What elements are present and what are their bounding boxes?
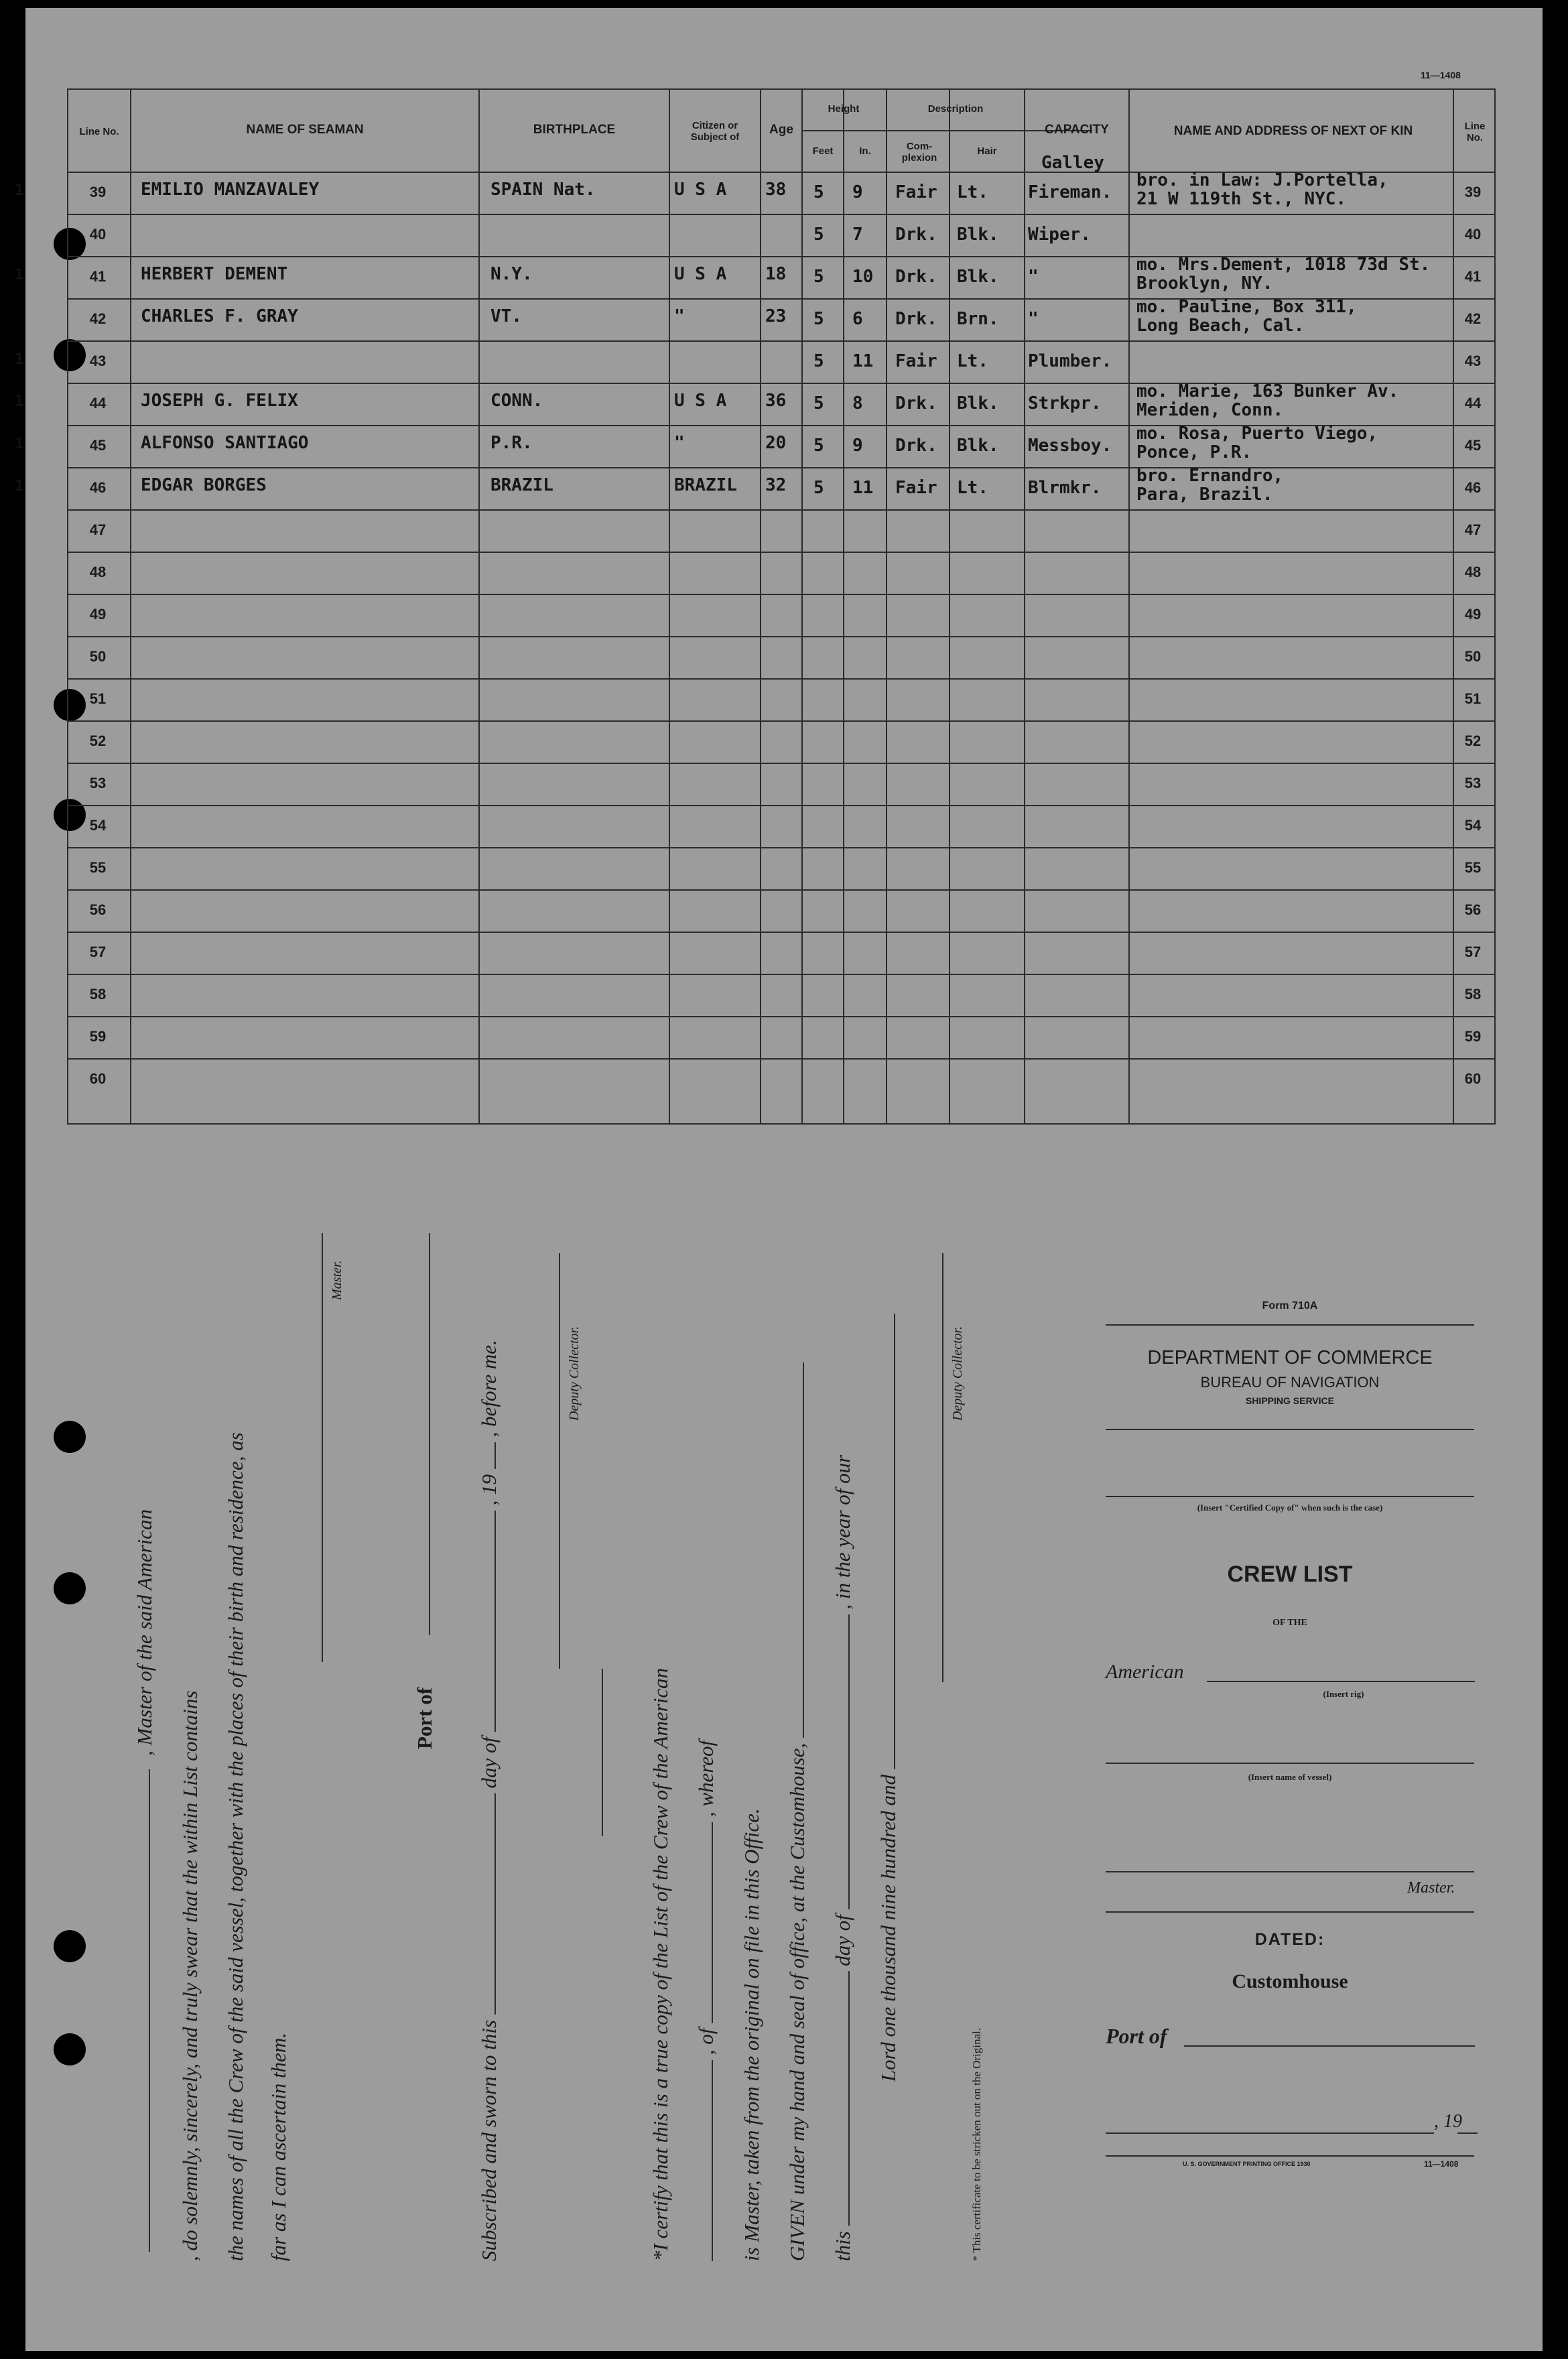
line-number: 39 — [89, 184, 107, 200]
fill-line — [1106, 1871, 1474, 1872]
line-number: 58 — [89, 986, 107, 1003]
cell-citizen: " — [674, 433, 685, 453]
cell-age: 36 — [765, 391, 787, 411]
line-number: 54 — [89, 817, 107, 834]
header-line-no: Line No. — [79, 126, 119, 138]
line-number-right: 51 — [1464, 690, 1482, 707]
header-next-of-kin: NAME AND ADDRESS OF NEXT OF KIN — [1173, 124, 1413, 139]
cell-hair: Blk. — [957, 393, 999, 413]
line-number: 46 — [89, 479, 107, 496]
cell-feet: 5 — [813, 478, 824, 498]
cell-inches: 8 — [852, 393, 863, 413]
cell-age: 23 — [765, 306, 787, 326]
cover-form-number: Form 710A — [1262, 1300, 1318, 1312]
cell-next-of-kin-line-1: mo. Mrs.Dement, 1018 73d St. — [1136, 255, 1431, 275]
cell-next-of-kin-line-2: Para, Brazil. — [1136, 485, 1273, 505]
binder-hole — [54, 1930, 86, 1962]
cell-citizen: U S A — [674, 180, 727, 200]
line-number-right: 40 — [1464, 226, 1482, 243]
cell-capacity: Messboy. — [1028, 436, 1112, 456]
fill-line — [559, 1253, 560, 1669]
cell-feet: 5 — [813, 393, 824, 413]
fill-line — [1184, 2045, 1475, 2047]
line-number: 56 — [89, 901, 107, 918]
line-number: 42 — [89, 310, 107, 327]
form-number-bottom: 11—1408 — [1424, 2159, 1459, 2169]
cell-feet: 5 — [813, 309, 824, 329]
cover-insert-certified: (Insert "Certified Copy of" when such is the case) — [1197, 1503, 1383, 1513]
rule — [1106, 1429, 1474, 1430]
cell-citizen: BRAZIL — [674, 475, 737, 495]
cell-birthplace: SPAIN Nat. — [491, 180, 596, 200]
header-complexion: Com-plexion — [901, 140, 937, 164]
fill-line — [322, 1233, 323, 1662]
cover-american: American — [1106, 1661, 1184, 1683]
line-number-right: 49 — [1464, 606, 1482, 623]
cell-capacity: Fireman. — [1028, 182, 1112, 202]
cell-next-of-kin-line-1: mo. Rosa, Puerto Viego, — [1136, 424, 1378, 444]
cover-master: Master. — [1407, 1879, 1455, 1897]
fill-line — [1457, 2132, 1478, 2134]
cell-complexion: Drk. — [895, 436, 937, 456]
header-hair: Hair — [977, 145, 997, 157]
line-number-right: 58 — [1464, 986, 1482, 1003]
line-number: 44 — [89, 395, 107, 411]
line-number-right: 57 — [1464, 944, 1482, 960]
line-number: 49 — [89, 606, 107, 623]
cell-next-of-kin-line-1: mo. Marie, 163 Bunker Av. — [1136, 381, 1399, 401]
cell-feet: 5 — [813, 267, 824, 287]
fill-line — [429, 1233, 430, 1635]
subscribed-line: Subscribed and sworn to this day of , 19 , before me. — [477, 1340, 501, 2261]
cell-inches: 6 — [852, 309, 863, 329]
line-number-right: 45 — [1464, 437, 1482, 454]
crew-table — [15, 88, 1496, 1125]
cell-margin-mark: 1 — [15, 267, 24, 283]
deputy-collector-label: Deputy Collector. — [567, 1326, 582, 1421]
cell-next-of-kin-line-2: Ponce, P.R. — [1136, 442, 1252, 462]
line-number: 60 — [89, 1070, 107, 1087]
cell-feet: 5 — [813, 351, 824, 371]
line-number: 48 — [89, 564, 107, 580]
port-of-label: Port of — [413, 1687, 436, 1749]
line-number-right: 44 — [1464, 395, 1482, 411]
cover-of-the: OF THE — [1272, 1618, 1307, 1628]
cell-name: HERBERT DEMENT — [141, 264, 288, 284]
cell-age: 32 — [765, 475, 787, 495]
cell-feet: 5 — [813, 436, 824, 456]
cover-customhouse: Customhouse — [1232, 1970, 1348, 1992]
cell-hair: Lt. — [957, 478, 988, 498]
cover-port-of: Port of — [1106, 2024, 1167, 2048]
cell-next-of-kin-line-1: bro. in Law: J.Portella, — [1136, 170, 1388, 190]
line-number-right: 53 — [1464, 775, 1482, 791]
cell-feet: 5 — [813, 225, 824, 245]
cell-next-of-kin-line-2: Meriden, Conn. — [1136, 400, 1284, 420]
line-number: 43 — [89, 353, 107, 369]
header-inches: In. — [859, 145, 871, 157]
certificate-footnote: * This certificate to be stricken out on the Original. — [970, 2027, 983, 2261]
cover-year: , 19 — [1434, 2111, 1462, 2132]
fill-line — [1106, 1763, 1474, 1764]
line-number-right: 42 — [1464, 310, 1482, 327]
cover-insert-vessel: (Insert name of vessel) — [1248, 1772, 1332, 1782]
cell-hair: Blk. — [957, 225, 999, 245]
cell-complexion: Fair — [895, 351, 937, 371]
cell-complexion: Drk. — [895, 393, 937, 413]
header-height: Height — [828, 103, 860, 115]
line-number: 55 — [89, 859, 107, 876]
master-label: Master. — [330, 1260, 344, 1300]
cell-hair: Brn. — [957, 309, 999, 329]
fill-line — [1207, 1681, 1475, 1682]
cell-birthplace: CONN. — [491, 391, 543, 411]
cell-complexion: Drk. — [895, 225, 937, 245]
certificate-line-4: GIVEN under my hand and seal of office, at the Customhouse, — [785, 1362, 809, 2261]
line-number: 51 — [89, 690, 107, 707]
header-name-of-seaman: NAME OF SEAMAN — [246, 123, 364, 137]
cell-birthplace: N.Y. — [491, 264, 533, 284]
cell-birthplace: P.R. — [491, 433, 533, 453]
cell-inches: 11 — [852, 351, 874, 371]
cell-capacity: Blrmkr. — [1028, 478, 1102, 498]
cell-name: EDGAR BORGES — [141, 475, 267, 495]
line-number: 59 — [89, 1028, 107, 1045]
header-age: Age — [769, 123, 793, 137]
cell-capacity: " — [1028, 267, 1039, 287]
header-feet: Feet — [812, 145, 834, 157]
line-number-right: 52 — [1464, 732, 1482, 749]
header-citizen: Citizen or Subject of — [690, 119, 740, 143]
cell-citizen: " — [674, 306, 685, 326]
cell-margin-mark: 1 — [15, 478, 24, 495]
header-birthplace: BIRTHPLACE — [533, 123, 616, 137]
cell-margin-mark: 1 — [15, 182, 24, 199]
line-number-right: 55 — [1464, 859, 1482, 876]
oath-line-2: , do solemnly, sincerely, and truly swear that the within List contains — [178, 1690, 202, 2261]
cell-capacity-line-1: Galley — [1041, 153, 1104, 173]
line-number-right: 50 — [1464, 648, 1482, 665]
line-number: 50 — [89, 648, 107, 665]
cell-capacity: " — [1028, 309, 1039, 329]
cell-complexion: Drk. — [895, 309, 937, 329]
cell-age: 38 — [765, 180, 787, 200]
line-number: 53 — [89, 775, 107, 791]
cell-next-of-kin-line-1: mo. Pauline, Box 311, — [1136, 297, 1357, 317]
line-number-right: 59 — [1464, 1028, 1482, 1045]
cell-complexion: Fair — [895, 182, 937, 202]
line-number: 41 — [89, 268, 107, 285]
cell-age: 18 — [765, 264, 787, 284]
certificate-line-2: , of , whereof — [694, 1740, 718, 2261]
fill-line — [1106, 2132, 1434, 2134]
line-number: 57 — [89, 944, 107, 960]
form-number-top: 11—1408 — [1421, 70, 1461, 80]
cell-capacity: Plumber. — [1028, 351, 1112, 371]
cell-complexion: Drk. — [895, 267, 937, 287]
cover-department: DEPARTMENT OF COMMERCE — [1147, 1347, 1433, 1368]
cell-next-of-kin-line-1: bro. Ernandro, — [1136, 466, 1284, 486]
cell-complexion: Fair — [895, 478, 937, 498]
rule — [1106, 1911, 1474, 1913]
cell-inches: 9 — [852, 436, 863, 456]
line-number: 47 — [89, 521, 107, 538]
cell-inches: 7 — [852, 225, 863, 245]
cell-citizen: U S A — [674, 264, 727, 284]
line-number-right: 48 — [1464, 564, 1482, 580]
cell-capacity: Strkpr. — [1028, 393, 1102, 413]
line-number-right: 60 — [1464, 1070, 1482, 1087]
certificate-line-5: this day of , in the year of our — [831, 1454, 854, 2261]
cell-birthplace: BRAZIL — [491, 475, 553, 495]
cover-insert-rig: (Insert rig) — [1323, 1689, 1364, 1699]
certificate-deputy-collector: Deputy Collector. — [950, 1326, 965, 1421]
cell-margin-mark: 1 — [15, 393, 24, 410]
cover-title: CREW LIST — [1227, 1561, 1353, 1587]
binder-hole — [54, 1421, 86, 1453]
certificate-line-1: *I certify that this is a true copy of the List of the Crew of the American — [649, 1667, 672, 2261]
line-number: 52 — [89, 732, 107, 749]
cell-margin-mark: 1 — [15, 436, 24, 452]
fill-line — [602, 1669, 603, 1836]
fill-line — [942, 1253, 943, 1682]
line-number: 45 — [89, 437, 107, 454]
line-number-right: 39 — [1464, 184, 1482, 200]
printing-office: U. S. GOVERNMENT PRINTING OFFICE 1930 — [1183, 2161, 1311, 2167]
cell-hair: Blk. — [957, 267, 999, 287]
cover-bureau: BUREAU OF NAVIGATION — [1200, 1374, 1380, 1391]
cell-feet: 5 — [813, 182, 824, 202]
cell-inches: 11 — [852, 478, 874, 498]
cover-service: SHIPPING SERVICE — [1245, 1395, 1334, 1406]
cell-name: JOSEPH G. FELIX — [141, 391, 298, 411]
cover-dated: DATED: — [1254, 1930, 1325, 1949]
certificate-line-3: is Master, taken from the original on file in this Office. — [740, 1808, 763, 2261]
line-number-right: 54 — [1464, 817, 1482, 834]
oath-line-1: , Master of the said American — [133, 1509, 156, 1756]
cell-next-of-kin-line-2: 21 W 119th St., NYC. — [1136, 189, 1347, 209]
rule — [1106, 2155, 1474, 2157]
fill-line — [1106, 1496, 1474, 1497]
header-line-no-right: Line No. — [1464, 120, 1486, 143]
cell-next-of-kin-line-2: Long Beach, Cal. — [1136, 316, 1305, 336]
binder-hole — [54, 1572, 86, 1604]
cell-name: EMILIO MANZAVALEY — [141, 180, 320, 200]
line-number: 40 — [89, 226, 107, 243]
cell-hair: Lt. — [957, 351, 988, 371]
cell-next-of-kin-line-2: Brooklyn, NY. — [1136, 273, 1273, 294]
header-capacity: CAPACITY — [1045, 123, 1109, 137]
oath-line-3: the names of all the Crew of the said vessel, together with the places of their birth and residence, as — [224, 1432, 247, 2261]
certificate-line-6: Lord one thousand nine hundred and — [876, 1314, 901, 2261]
cell-margin-mark: 1 — [15, 351, 24, 368]
cover-panel — [1075, 1300, 1504, 2191]
cell-age: 20 — [765, 433, 787, 453]
fill-line — [149, 1769, 150, 2252]
oath-line-4: far as I can ascertain them. — [267, 2033, 290, 2261]
line-number-right: 46 — [1464, 479, 1482, 496]
rule — [1106, 1324, 1474, 1326]
cell-name: ALFONSO SANTIAGO — [141, 433, 309, 453]
header-description: Description — [927, 103, 984, 115]
cell-birthplace: VT. — [491, 306, 522, 326]
line-number-right: 41 — [1464, 268, 1482, 285]
line-number-right: 43 — [1464, 353, 1482, 369]
line-number-right: 47 — [1464, 521, 1482, 538]
binder-hole — [54, 2033, 86, 2065]
line-number-right: 56 — [1464, 901, 1482, 918]
cell-citizen: U S A — [674, 391, 727, 411]
cell-name: CHARLES F. GRAY — [141, 306, 298, 326]
cell-inches: 10 — [852, 267, 874, 287]
cell-hair: Lt. — [957, 182, 988, 202]
cell-hair: Blk. — [957, 436, 999, 456]
cell-capacity: Wiper. — [1028, 225, 1091, 245]
cell-inches: 9 — [852, 182, 863, 202]
